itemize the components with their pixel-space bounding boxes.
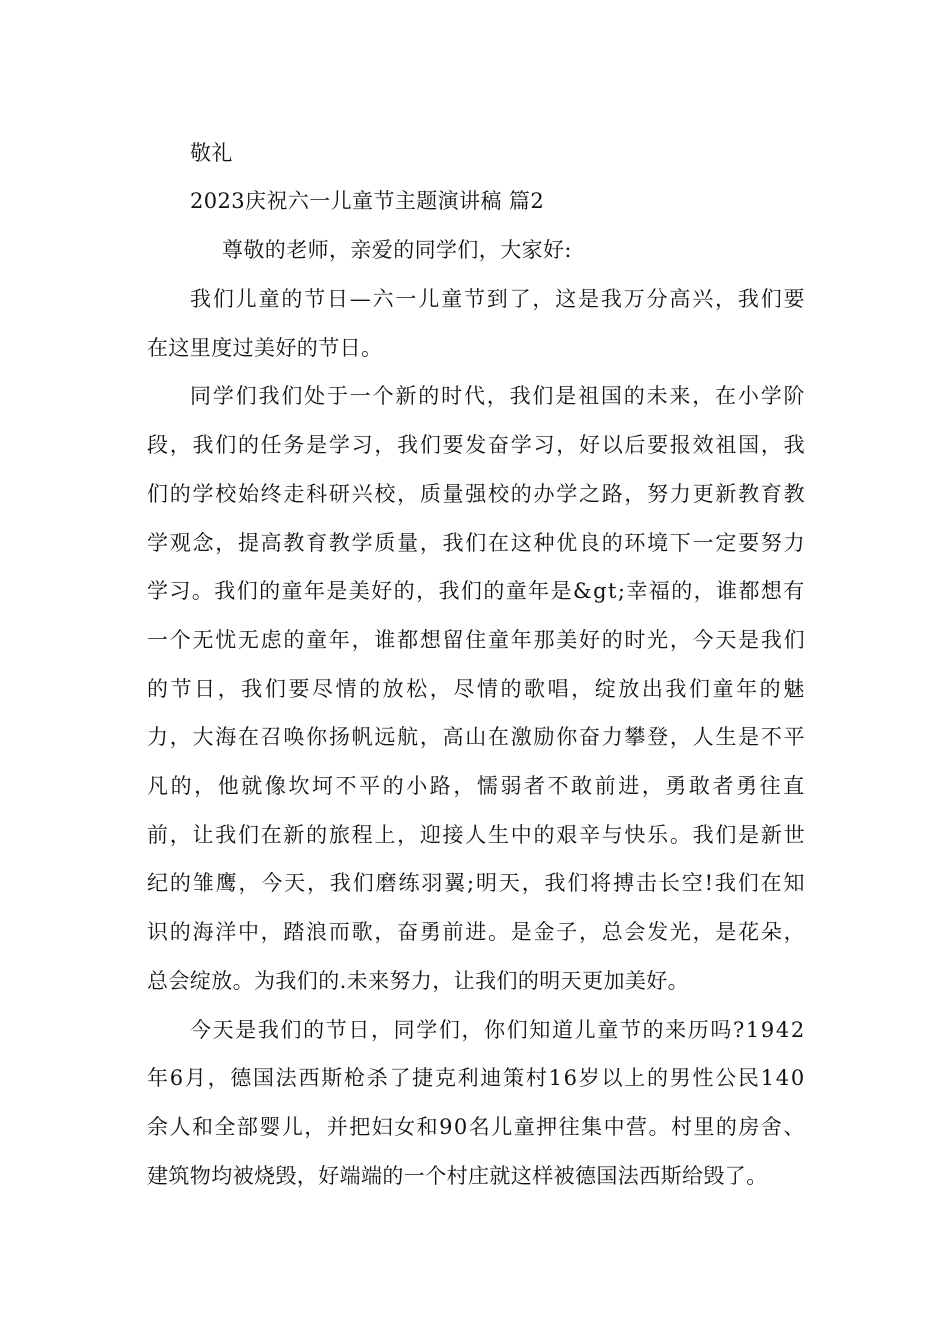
paragraph-line: 我 们 儿 童 的 节 日 — 六 一 儿 童 节 到 了 ， 这 是 我 万 分 高 兴 ， 我 们 要 — [190, 287, 805, 311]
greeting-line: 尊敬的老师，亲爱的同学们，大家好: — [222, 238, 572, 262]
paragraph-line: 同 学 们 我 们 处 于 一 个 新 的 时 代 ， 我 们 是 祖 国 的 未 来 ， 在 小 学 阶 — [190, 384, 805, 408]
paragraph-line: 今 天 是 我 们 的 节 日 ， 同 学 们 ， 你 们 知 道 儿 童 节 的 来 历 吗 ? 1 9 4 2 — [190, 1018, 805, 1042]
paragraph-line: 识 的 海 洋 中 ， 踏 浪 而 歌 ， 奋 勇 前 进 。 是 金 子 ， 总 会 发 光 ， 是 花 朵 ， — [147, 920, 805, 944]
paragraph-line: 总会绽放。为我们的.未来努力，让我们的明天更加美好。 — [147, 969, 690, 993]
paragraph-line: 段 ， 我 们 的 任 务 是 学 习 ， 我 们 要 发 奋 学 习 ， 好 以 后 要 报 效 祖 国 ， 我 — [147, 433, 805, 457]
paragraph-line: 余 人 和 全 部 婴 儿 ， 并 把 妇 女 和 9 0 名 儿 童 押 往 集 中 营 。 村 里 的 房 舍 、 — [147, 1115, 805, 1139]
closing-salutation: 敬礼 — [190, 141, 233, 165]
paragraph-line: 们 的 学 校 始 终 走 科 研 兴 校 ， 质 量 强 校 的 办 学 之 路 ， 努 力 更 新 教 育 教 — [147, 482, 805, 506]
paragraph-line: 纪 的 雏 鹰 ， 今 天 ， 我 们 磨 练 羽 翼 ; 明 天 ， 我 们 将 搏 击 长 空 ! 我 们 在 知 — [147, 871, 805, 895]
paragraph-line: 凡 的 ， 他 就 像 坎 坷 不 平 的 小 路 ， 懦 弱 者 不 敢 前 进 ， 勇 敢 者 勇 往 直 — [147, 774, 805, 798]
paragraph-line: 前 ， 让 我 们 在 新 的 旅 程 上 ， 迎 接 人 生 中 的 艰 辛 与 快 乐 。 我 们 是 新 世 — [147, 823, 805, 847]
paragraph-line: 学 习 。 我 们 的 童 年 是 美 好 的 ， 我 们 的 童 年 是 & g t ; 幸 福 的 ， 谁 都 想 有 — [147, 579, 805, 603]
paragraph-line: 学 观 念 ， 提 高 教 育 教 学 质 量 ， 我 们 在 这 种 优 良 的 环 境 下 一 定 要 努 力 — [147, 531, 805, 555]
paragraph-line: 建筑物均被烧毁，好端端的一个村庄就这样被德国法西斯给毁了。 — [147, 1164, 768, 1188]
paragraph-line: 的 节 日 ， 我 们 要 尽 情 的 放 松 ， 尽 情 的 歌 唱 ， 绽 放 出 我 们 童 年 的 魅 — [147, 677, 805, 701]
paragraph-line: 在这里度过美好的节日。 — [147, 336, 383, 360]
paragraph-line: 年 6 月 ， 德 国 法 西 斯 枪 杀 了 捷 克 利 迪 策 村 1 6 岁 以 上 的 男 性 公 民 1 4 0 — [147, 1066, 805, 1090]
paragraph-line: 一 个 无 忧 无 虑 的 童 年 ， 谁 都 想 留 住 童 年 那 美 好 的 时 光 ， 今 天 是 我 们 — [147, 628, 805, 652]
section-heading: 2023庆祝六一儿童节主题演讲稿 篇2 — [190, 189, 545, 213]
paragraph-line: 力 ， 大 海 在 召 唤 你 扬 帆 远 航 ， 高 山 在 激 励 你 奋 力 攀 登 ， 人 生 是 不 平 — [147, 725, 805, 749]
